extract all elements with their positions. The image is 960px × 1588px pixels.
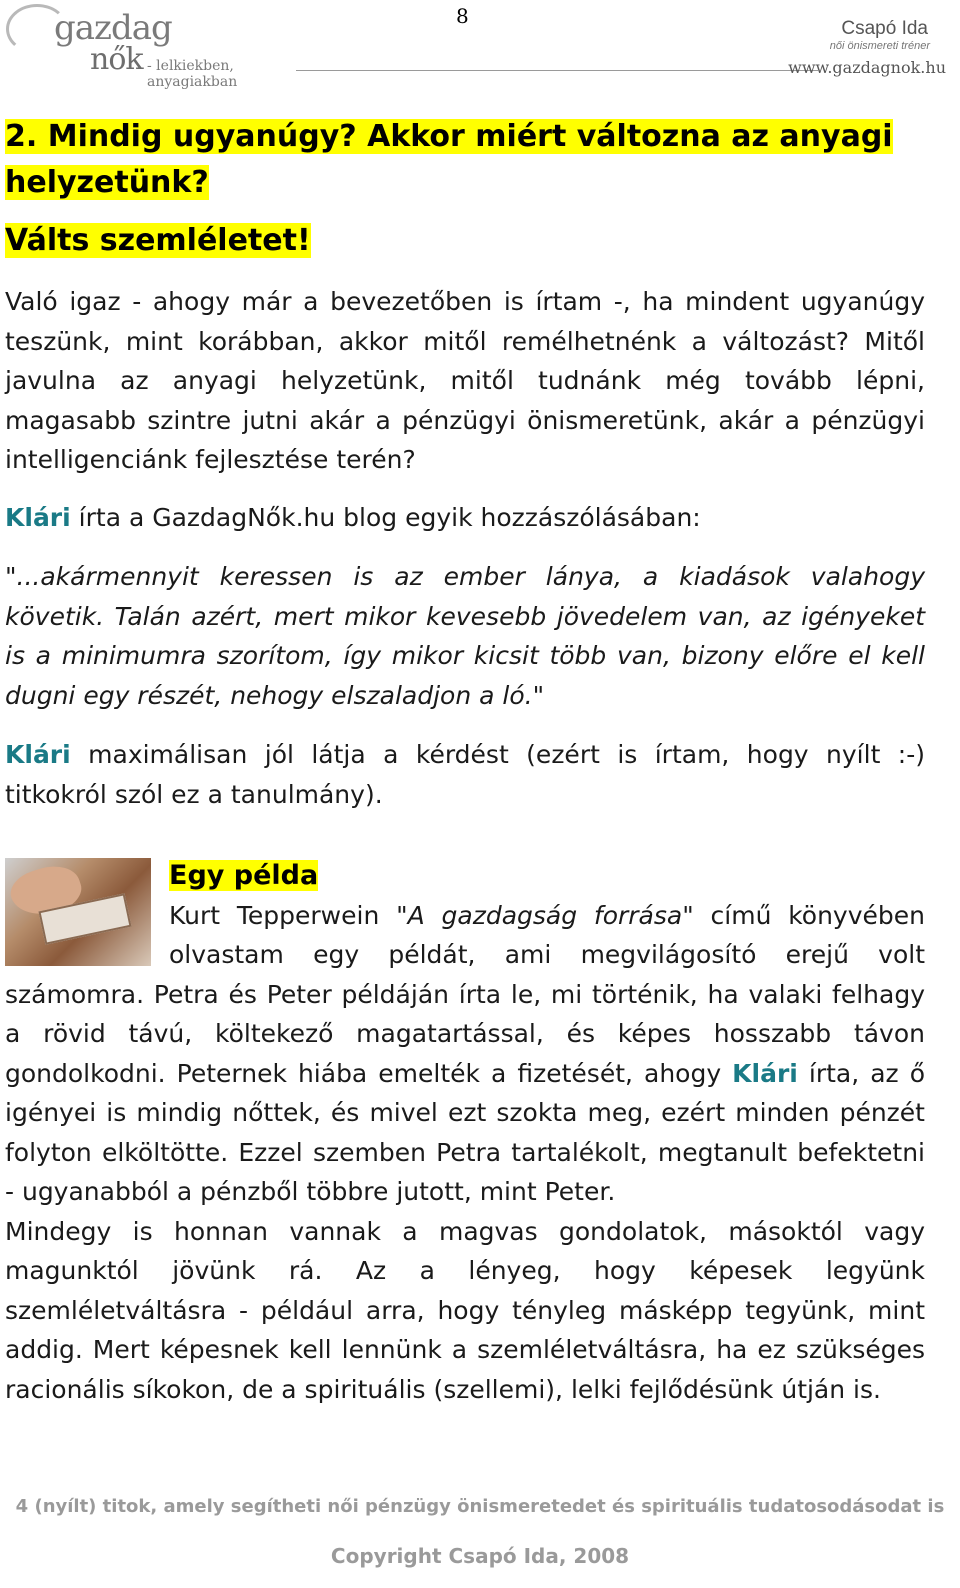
page-number: 8 — [456, 4, 469, 28]
money-hand-photo — [5, 858, 151, 966]
klari-name: Klári — [5, 502, 71, 532]
header-divider — [296, 70, 818, 71]
footer-title: 4 (nyílt) titok, amely segítheti női pénzügy önismeretedet és spirituális tudatosodásodat is — [15, 1496, 945, 1517]
example-block — [5, 856, 925, 1409]
comment-text: maximálisan jól látja a kérdést (ezért is írtam, hogy nyílt :-) titkokról szól ez a tanulmány). — [5, 740, 925, 809]
gazdag-nok-logo — [4, 2, 304, 90]
example-text-after-name: írta, az ő igényei is mindig nőttek, és mivel ezt szokta meg, ezért minden pénzét folyton elköltötte. Ezzel szemben Petra tartalékolt, megtanult befektetni - ugyanabból a pénzből többre jutott, mint Peter. — [5, 1058, 925, 1206]
example-heading-text: Egy példa — [169, 860, 319, 891]
brand-subtitle: női önismereti tréner — [829, 40, 930, 52]
document-body — [5, 114, 925, 1409]
section-title — [5, 114, 925, 206]
closing-paragraph: Mindegy is honnan vannak a magvas gondolatok, másoktól vagy magunktól jövünk rá. Az a lényeg, hogy képesek legyünk szemléletváltásra - például arra, hogy tényleg másképp tegyünk, mint addig. Mert képesnek kell lennünk a szemléletváltásra, ha ez szükséges racionális síkokon, de a spirituális (szellemi), lelki fejlődésünk útján is. — [5, 1216, 925, 1404]
section-subtitle-text: Válts szemléletet! — [5, 223, 311, 258]
logo-tagline: - lelkiekben, anyagiakban — [147, 58, 238, 90]
brand-name: Csapó Ida — [841, 18, 928, 39]
blog-quote: "...akármennyit keressen is az ember lánya, a kiadások valahogy követik. Talán azért, mert mikor kevesebb jövedelem van, az igényeket is a minimumra szorítom, így mikor kicsit több van, bizony előre el kell dugni egy részét, nehogy elszaladjon a ló." — [5, 562, 925, 710]
section-title-text: 2. Mindig ugyanúgy? Akkor miért változna az anyagi helyzetünk? — [5, 119, 893, 200]
section-subtitle — [5, 218, 925, 264]
comment-paragraph — [5, 735, 925, 814]
book-title: "A gazdagság forrása" — [396, 900, 694, 930]
comment-klari-name: Klári — [5, 740, 71, 769]
klari-attribution-text: írta a GazdagNők.hu blog egyik hozzászólásában: — [70, 502, 701, 532]
brand-url: www.gazdagnok.hu — [788, 58, 946, 77]
intro-paragraph: Való igaz - ahogy már a bevezetőben is írtam -, ha mindent ugyanúgy teszünk, mint korábban, akkor mitől remélhetnénk a változást? Mitől javulna az anyagi helyzetünk, mitől tudnánk még tovább lépni, magasabb szintre jutni akár a pénzügyi önismeretünk, akár a pénzügyi intelligenciánk fejlesztése terén? — [5, 287, 925, 474]
klari-attribution — [5, 498, 925, 538]
footer-copyright: Copyright Csapó Ida, 2008 — [330, 1544, 630, 1568]
example-text-before-book: Kurt Tepperwein — [169, 900, 397, 930]
logo-word-nok: nők — [90, 42, 143, 77]
example-text-after-book: című könyvében olvastam egy példát, ami megvilágosító erejű volt számomra. Petra és Peter példáján írta le, mi történik, ha valaki felhagy a rövid távú, költekező magatartással, és képes hosszabb távon gondolkodni. Peternek hiába emelték a fizetését, ahogy — [5, 900, 926, 1088]
example-klari-name: Klári — [732, 1058, 798, 1088]
logo-word-gazdag: gazdag — [54, 8, 172, 48]
page-header — [0, 0, 960, 90]
